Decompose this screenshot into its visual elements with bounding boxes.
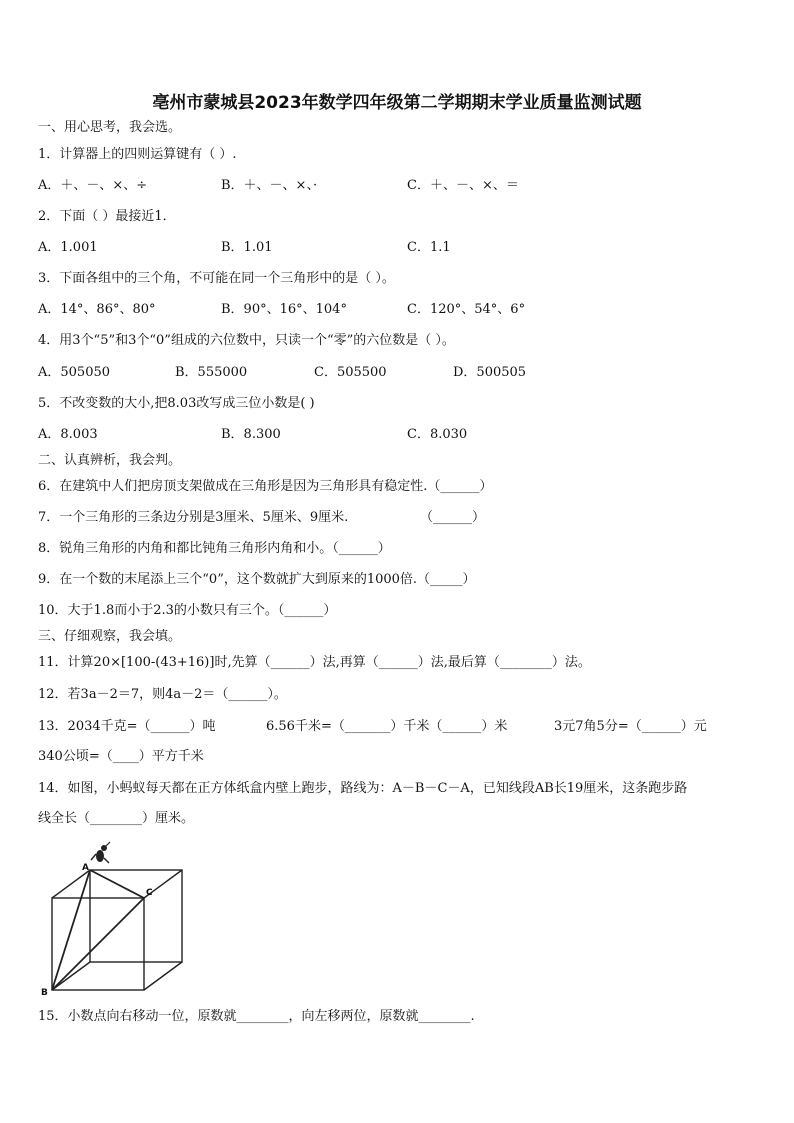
question-4-option-d: D．500505 (453, 365, 527, 380)
question-5-stem: 5．不改变数的大小,把8.03改写成三位小数是( ) (38, 396, 315, 411)
label-b: B (41, 988, 48, 998)
question-1-stem: 1．计算器上的四则运算键有（ ）. (38, 147, 237, 162)
page-title: 亳州市蒙城县2023年数学四年级第二学期期末学业质量监测试题 (152, 93, 642, 113)
question-2-stem: 2．下面（ ）最接近1． (38, 209, 176, 224)
section-heading-fill: 三、仔细观察，我会填。 (38, 629, 182, 644)
question-2-option-a: A．1.001 (38, 240, 98, 255)
question-14-line-2: 线全长（________）厘米。 (38, 811, 195, 826)
question-13-part-2: 6.56千米=（_______）千米（______）米 (266, 719, 508, 734)
question-1-option-b: B．＋、－、×、· (221, 178, 318, 193)
question-4-option-c: C．505500 (314, 365, 387, 380)
question-12: 12．若3a－2＝7，则4a－2＝（______）。 (38, 687, 287, 702)
question-3-option-a: A．14°、86°、80° (38, 302, 156, 317)
question-3-option-c: C．120°、54°、6° (407, 302, 526, 317)
section-heading-choice: 一、用心思考，我会选。 (38, 120, 182, 135)
label-a: A (82, 863, 89, 873)
label-c: C (146, 888, 153, 898)
question-6: 6．在建筑中人们把房顶支架做成在三角形是因为三角形具有稳定性.（______） (38, 479, 493, 494)
question-13-part-4: 340公顷=（____）平方千米 (38, 749, 204, 764)
question-4-option-b: B．555000 (175, 365, 248, 380)
question-11: 11．计算20×[100-(43+16)]时,先算（______）法,再算（______）法,最后算（________）法。 (38, 655, 591, 670)
question-3-stem: 3．下面各组中的三个角，不可能在同一个三角形中的是（ ）。 (38, 271, 395, 286)
question-15: 15．小数点向右移动一位，原数就________，向左移两位，原数就________. (38, 1009, 475, 1024)
question-14-line-1: 14．如图，小蚂蚁每天都在正方体纸盒内壁上跑步，路线为：A－B－C－A，已知线段AB长19厘米，这条跑步路 (38, 781, 688, 796)
question-2-option-c: C．1.1 (407, 240, 451, 255)
question-5-option-a: A．8.003 (38, 427, 98, 442)
question-7-blank: （______） (420, 510, 486, 525)
question-13-part-1: 13．2034千克=（______）吨 (38, 719, 216, 734)
cube-figure (38, 840, 198, 1000)
question-4-option-a: A．505050 (38, 365, 111, 380)
question-8: 8．锐角三角形的内角和都比钝角三角形内角和小。（______） (38, 541, 391, 556)
question-1-option-c: C．＋、－、×、＝ (407, 178, 519, 193)
cube-back-face (90, 870, 182, 962)
question-3-option-b: B．90°、16°、104° (221, 302, 347, 317)
question-1-option-a: A．＋、－、×、÷ (38, 178, 148, 193)
question-10: 10．大于1.8而小于2.3的小数只有三个。（______） (38, 603, 337, 618)
question-2-option-b: B．1.01 (221, 240, 273, 255)
section-heading-judge: 二、认真辨析，我会判。 (38, 453, 182, 468)
question-7-stem: 7．一个三角形的三条边分别是3厘米、5厘米、9厘米. (38, 510, 349, 525)
question-5-option-c: C．8.030 (407, 427, 468, 442)
question-5-option-b: B．8.300 (221, 427, 281, 442)
ant-icon (91, 842, 110, 863)
question-9: 9．在一个数的末尾添上三个“0”，这个数就扩大到原来的1000倍.（_____） (38, 572, 476, 587)
question-4-stem: 4．用3个“5”和3个“0”组成的六位数中，只读一个“零”的六位数是（ ）。 (38, 333, 455, 348)
question-13-part-3: 3元7角5分=（______）元 (554, 719, 707, 734)
